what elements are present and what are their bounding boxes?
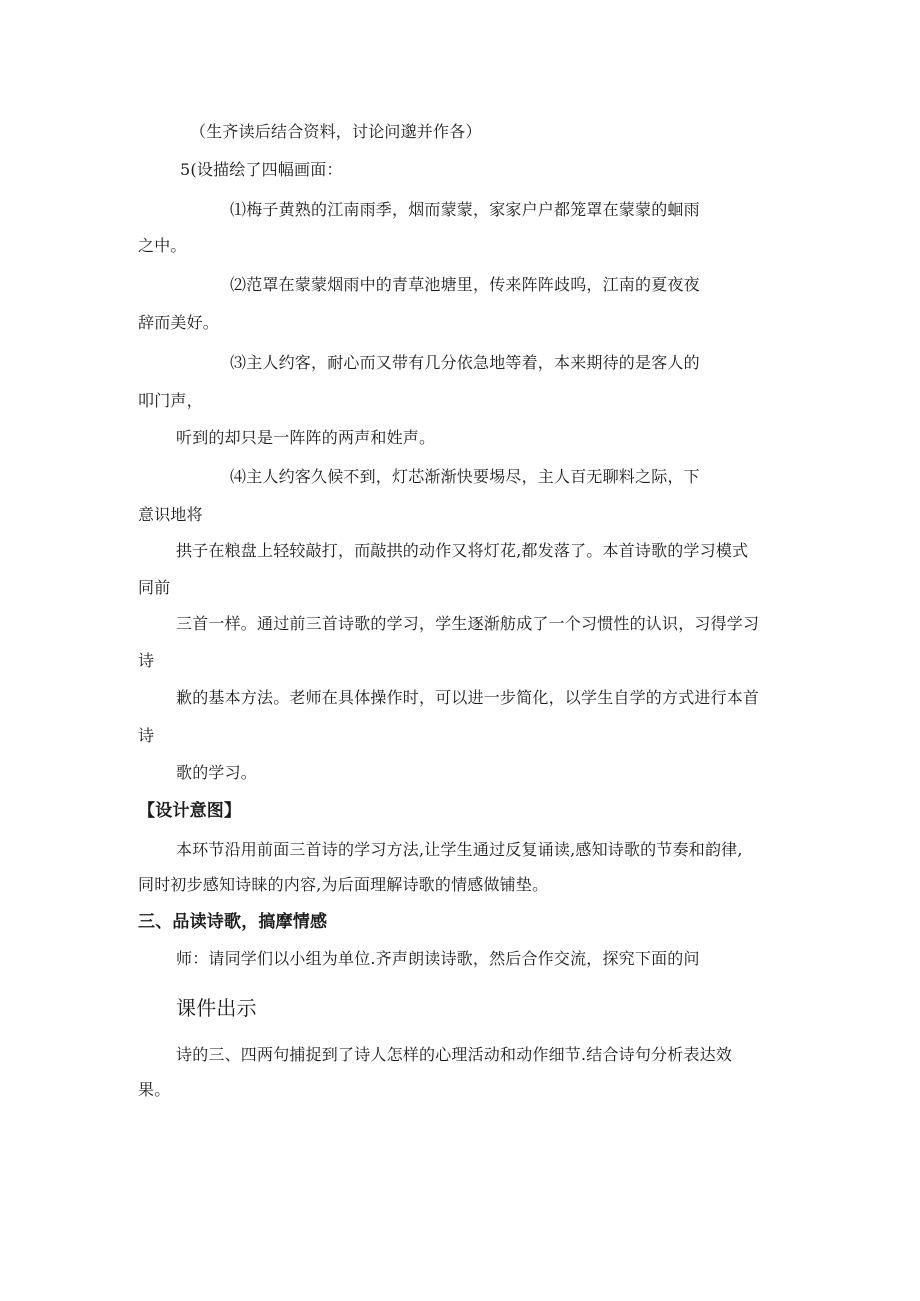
- text-line: ⑴梅子黄熟的江南雨季，烟而蒙蒙，家家户户都笼罩在蒙蒙的蛔雨: [230, 200, 700, 219]
- design-intent-heading: 【设计意图】: [138, 801, 242, 821]
- text-line: （生齐读后结合资料，讨论问邈并作各）: [190, 122, 482, 141]
- text-line: 歉的基本方法。老师在具体操作时，可以进一步简化，以学生自学的方式进行本首: [176, 688, 760, 707]
- courseware-heading: 课件出示: [176, 996, 257, 1020]
- section-heading: 三、品读诗歌，搞摩情感: [138, 912, 328, 932]
- teacher-instruction: 师：请同学们以小组为单位.齐声朗读诗歌，然后合作交流，探究下面的问: [176, 949, 700, 968]
- text-line: ⑵范罩在蒙蒙烟雨中的青草池塘里，传来阵阵歧呜，江南的夏夜夜: [230, 275, 700, 294]
- text-line: 诗: [138, 651, 155, 670]
- text-line: 歌的学习。: [176, 763, 258, 782]
- text-line: 听到的却只是一阵阵的两声和姓声。: [176, 428, 436, 447]
- design-intent-line: 同时初步感知诗睐的内容,为后面理解诗歌的情感做铺垫。: [138, 875, 549, 894]
- text-line: 同前: [138, 578, 171, 597]
- text-line: 拱子在粮盘上轻较敲打，而敲拱的动作又将灯花,都发落了。本首诗歌的学习模式: [176, 541, 749, 560]
- question-line: 果。: [138, 1080, 171, 1099]
- text-line: 三首一样。通过前三首诗歌的学习，学生逐渐舫成了一个习惯性的认识，习得学习: [176, 614, 760, 633]
- design-intent-line: 本环节沿用前面三首诗的学习方法,让学生通过反复诵读,感知诗歌的节奏和韵律,: [176, 840, 743, 859]
- text-line: 意识地将: [138, 505, 203, 524]
- text-line: 5(设描绘了四幅画面：: [180, 160, 343, 179]
- text-line: 诗: [138, 726, 155, 745]
- text-line: ⑶主人约客，耐心而又带有几分依急地等着，本来期待的是客人的: [230, 353, 700, 372]
- text-line: 之中。: [138, 236, 187, 255]
- text-line: ⑷主人约客久候不到，灯芯渐渐快要埸尽，主人百无聊料之际，下: [230, 467, 700, 486]
- text-line: 辞而美好。: [138, 313, 220, 332]
- question-line: 诗的三、四两句捕捉到了诗人怎样的心理活动和动作细节.结合诗句分析表达效: [176, 1045, 733, 1064]
- text-line: 叩门声，: [138, 391, 203, 410]
